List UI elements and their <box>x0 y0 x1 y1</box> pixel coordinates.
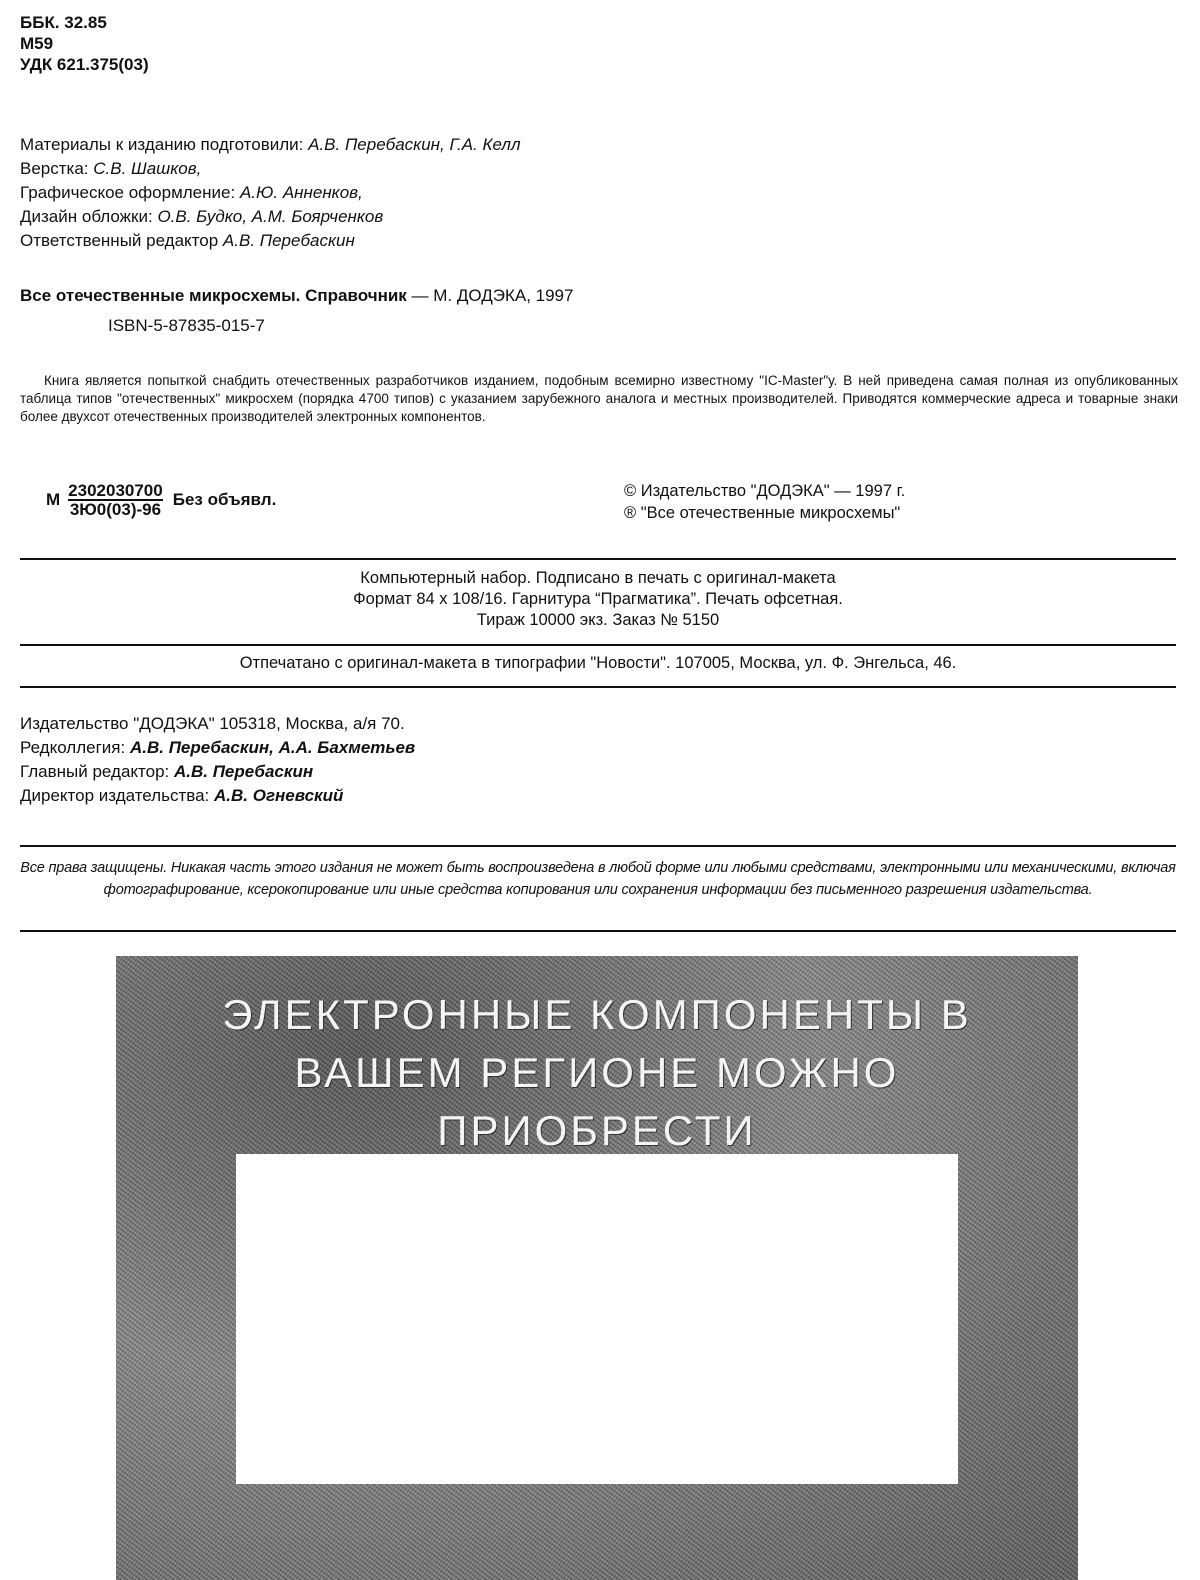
divider <box>20 686 1176 688</box>
credit-names: А.В. Перебаскин, Г.А. Келл <box>308 135 521 154</box>
bibliographic-title <box>20 286 573 306</box>
author-mark: М59 <box>20 34 54 53</box>
udk-code: УДК 621.375(03) <box>20 55 149 74</box>
publisher-line <box>20 760 415 784</box>
price-denominator: 3Ю0(03)-96 <box>69 500 162 519</box>
publisher-line <box>20 736 415 760</box>
regional-banner <box>116 956 1078 1580</box>
publisher-names: А.В. Огневский <box>214 786 344 805</box>
credit-role: Материалы к изданию подготовили: <box>20 135 304 154</box>
credit-role: Верстка: <box>20 159 89 178</box>
print-info-line: Формат 84 х 108/16. Гарнитура “Прагматика”. Печать офсетная. <box>353 590 843 608</box>
price-note: Без объявл. <box>172 490 277 509</box>
price-fraction <box>68 482 163 518</box>
publisher-names: А.В. Перебаскин <box>173 762 314 781</box>
credit-names: А.Ю. Анненков, <box>239 183 363 202</box>
price-numerator: 2302030700 <box>68 481 163 500</box>
banner-heading <box>116 986 1078 1160</box>
imprint: — М. ДОДЭКА, 1997 <box>406 286 574 305</box>
copyright-line: © Издательство "ДОДЭКА" — 1997 г. <box>624 482 906 500</box>
credit-names: С.В. Шашков, <box>93 159 202 178</box>
divider <box>20 845 1176 847</box>
banner-line: ВАШЕМ РЕГИОНЕ МОЖНО <box>294 1049 900 1096</box>
publisher-role: Директор издательства: <box>20 786 210 805</box>
banner-blank-box <box>236 1154 958 1484</box>
credit-role: Графическое оформление: <box>20 183 236 202</box>
publisher-role: Редколлегия: <box>20 738 126 757</box>
publisher-names: А.В. Перебаскин, А.А. Бахметьев <box>129 738 416 757</box>
credit-role: Дизайн обложки: <box>20 207 153 226</box>
publisher-role: Издательство "ДОДЭКА" 105318, Москва, а/я 70. <box>20 714 405 733</box>
credit-names: А.В. Перебаскин <box>222 231 355 250</box>
credit-line <box>20 181 521 205</box>
credits-list <box>20 133 521 253</box>
isbn: ISBN-5-87835-015-7 <box>108 316 265 335</box>
credit-names: О.В. Будко, А.М. Боярченков <box>157 207 384 226</box>
credit-line <box>20 157 521 181</box>
publisher-info <box>20 712 415 808</box>
print-info-line: Тираж 10000 экз. Заказ № 5150 <box>476 611 720 629</box>
book-title: Все отечественные микросхемы. Справочник <box>20 286 407 305</box>
publisher-line <box>20 784 415 808</box>
bbk-code: ББК. 32.85 <box>20 13 107 32</box>
divider <box>20 644 1176 646</box>
print-info <box>20 568 1176 631</box>
publisher-line <box>20 712 415 736</box>
printing-house: Отпечатано с оригинал-макета в типографии "Новости". 107005, Москва, ул. Ф. Энгельса, 46. <box>239 654 957 672</box>
print-info-line: Компьютерный набор. Подписано в печать с оригинал-макета <box>360 569 836 587</box>
credit-line <box>20 205 521 229</box>
copyright-notice <box>624 480 905 524</box>
credit-role: Ответственный редактор <box>20 231 219 250</box>
divider <box>20 558 1176 560</box>
divider <box>20 930 1176 932</box>
rights-notice: Все права защищены. Никакая часть этого издания не может быть воспроизведена в любой форме или любыми средствами, электронными или механическими, включая фотографирование, ксерокопирование или иные средства копирования или сохранения информации без письменного разрешения издательства. <box>20 860 1176 898</box>
price-code <box>46 482 276 518</box>
credit-line <box>20 133 521 157</box>
publisher-role: Главный редактор: <box>20 762 170 781</box>
banner-line: ЭЛЕКТРОННЫЕ КОМПОНЕНТЫ В <box>222 991 972 1038</box>
banner-line: ПРИОБРЕСТИ <box>437 1107 757 1154</box>
price-letter: М <box>46 490 61 509</box>
trademark-line: ® "Все отечественные микросхемы" <box>624 504 901 522</box>
classification-codes <box>20 12 149 75</box>
annotation: Книга является попыткой снабдить отечественных разработчиков изданием, подобным всемирно известному "IC-Master"у. В ней приведена самая полная из опубликованных таблица типов "отечественных" микросхем (порядка 4700 типов) с указанием зарубежного аналога и местных производителей. Приводятся коммерческие адреса и товарные знаки более двухсот отечественных производителей электронных компонентов. <box>20 373 1178 424</box>
credit-line <box>20 229 521 253</box>
